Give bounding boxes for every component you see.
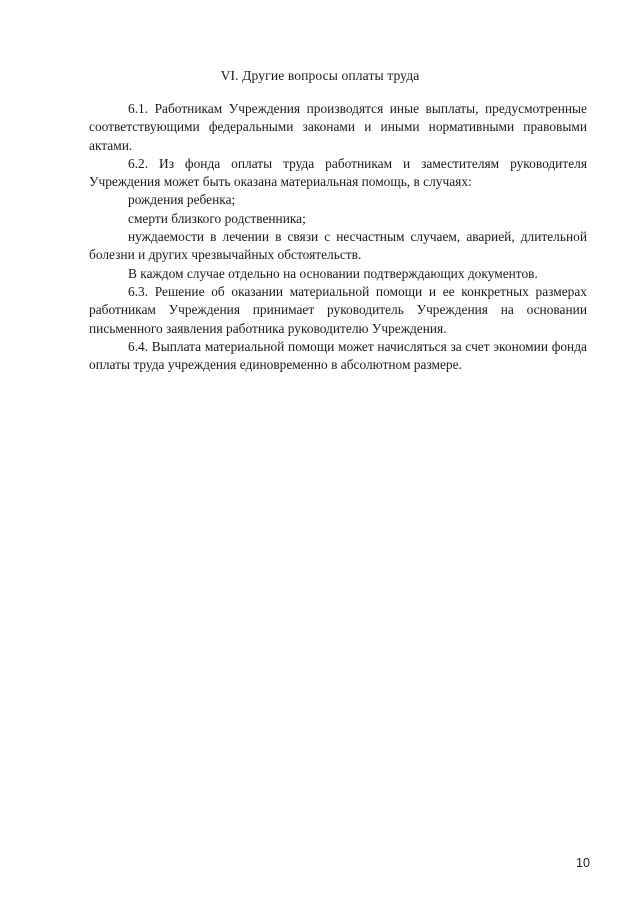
paragraph-6-4: 6.4. Выплата материальной помощи может начисляться за счет экономии фонда оплаты труда учреждения единовременно в абсолютном размере.: [89, 338, 587, 373]
paragraph-6-3: 6.3. Решение об оказании материальной помощи и ее конкретных размерах работникам Учреждения принимает руководитель Учреждения на основании письменного заявления работника руководителю Учреждения.: [89, 283, 587, 336]
paragraph-6-2: 6.2. Из фонда оплаты труда работникам и заместителям руководителя Учреждения может быть оказана материальная помощь, в случаях:: [89, 155, 587, 190]
list-item-death: смерти близкого родственника;: [128, 210, 306, 226]
section-heading: VI. Другие вопросы оплаты труда: [220, 68, 420, 83]
document-body: [89, 100, 587, 374]
list-item-treatment: нуждаемости в лечении в связи с несчастным случаем, аварией, длительной болезни и других чрезвычайных обстоятельств.: [89, 229, 587, 263]
paragraph-documents: В каждом случае отдельно на основании подтверждающих документов.: [128, 265, 538, 281]
page-number: 10: [576, 856, 590, 870]
paragraph-6-1: 6.1. Работникам Учреждения производятся иные выплаты, предусмотренные соответствующими федеральными законами и иными нормативными правовыми актами.: [89, 101, 587, 153]
list-item-birth: рождения ребенка;: [128, 192, 236, 208]
